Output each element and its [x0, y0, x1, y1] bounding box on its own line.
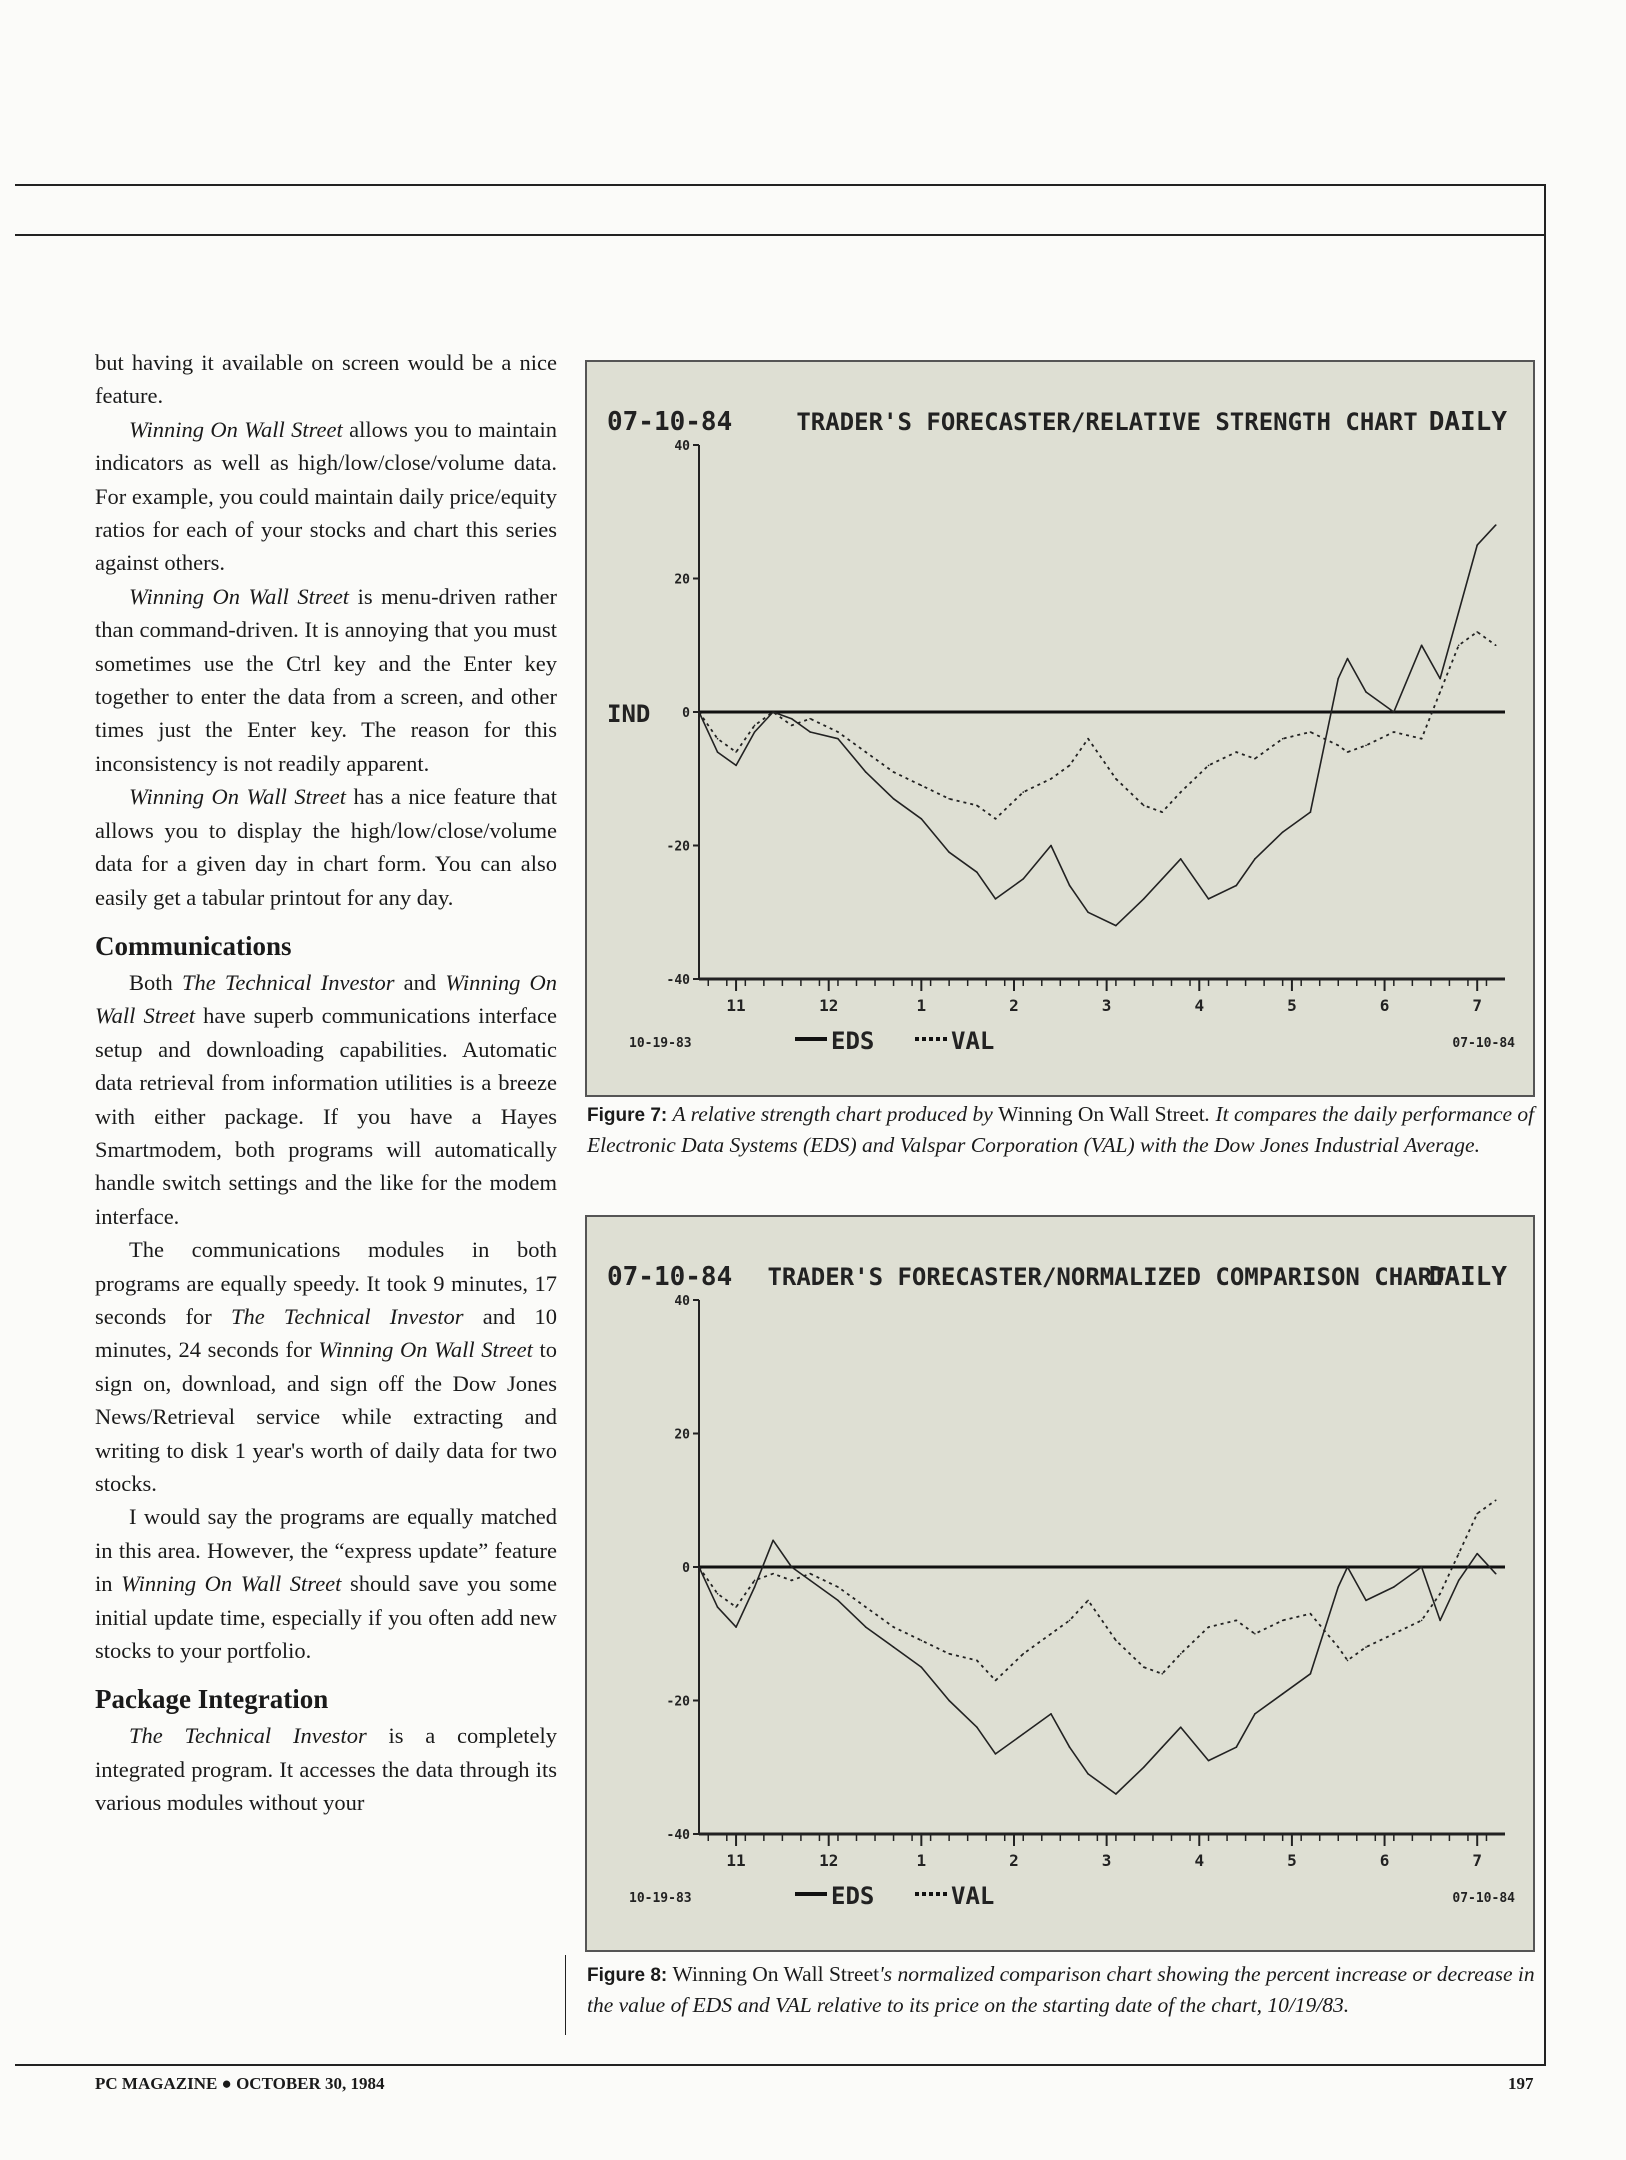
baseline-label: IND — [607, 700, 651, 728]
paragraph — [95, 1719, 557, 1819]
data-point-val — [1180, 791, 1182, 793]
data-point-val — [948, 798, 950, 800]
data-point-eds — [754, 731, 756, 733]
paragraph — [95, 346, 557, 413]
data-point-val — [772, 711, 774, 713]
data-point-eds — [1393, 711, 1395, 713]
y-tick-label: -20 — [666, 1694, 690, 1710]
text-run: Winning On Wall Street — [998, 1102, 1205, 1126]
data-point-eds — [921, 818, 923, 820]
data-point-val — [921, 1640, 923, 1642]
data-point-eds — [1115, 925, 1117, 927]
data-point-eds — [893, 1646, 895, 1648]
y-tick-label: 20 — [674, 1427, 690, 1443]
y-tick-label: -40 — [666, 1828, 690, 1843]
data-point-eds — [1208, 1760, 1210, 1762]
data-point-eds — [1143, 1766, 1145, 1768]
data-point-val — [1439, 1593, 1441, 1595]
data-point-val — [809, 1573, 811, 1575]
chart-date: 07-10-84 — [607, 1262, 733, 1292]
paragraph — [95, 1233, 557, 1500]
x-tick-label: 12 — [819, 996, 839, 1015]
y-tick-label: 40 — [674, 439, 690, 454]
page-number: 197 — [1508, 2074, 1534, 2093]
data-point-val — [809, 718, 811, 720]
data-point-eds — [1365, 1600, 1367, 1602]
data-point-val — [698, 711, 700, 713]
data-point-val — [791, 725, 793, 727]
x-tick-label: 1 — [916, 996, 927, 1015]
legend-label-eds: EDS — [831, 1027, 875, 1055]
data-point-val — [976, 1660, 978, 1662]
data-point-val — [995, 1680, 997, 1682]
paragraph — [95, 580, 557, 780]
data-point-val — [1069, 765, 1071, 767]
data-point-eds — [1161, 878, 1163, 880]
data-point-val — [1115, 1640, 1117, 1642]
end-date-label: 07-10-84 — [1452, 1036, 1515, 1051]
data-point-val — [1208, 1626, 1210, 1628]
data-point-eds — [1050, 1713, 1052, 1715]
data-point-eds — [1337, 678, 1339, 680]
x-tick-label: 12 — [819, 1851, 839, 1870]
chart-period: DAILY — [1428, 1262, 1507, 1292]
text-run: Winning On Wall Street — [129, 416, 343, 442]
data-point-eds — [1069, 1746, 1071, 1748]
data-point-val — [837, 731, 839, 733]
legend-label-val: VAL — [951, 1882, 995, 1910]
data-point-val — [1236, 1620, 1238, 1622]
data-point-eds — [995, 898, 997, 900]
data-point-eds — [976, 1726, 978, 1728]
data-point-val — [865, 1606, 867, 1608]
data-point-val — [1022, 791, 1024, 793]
data-point-val — [1208, 765, 1210, 767]
data-point-eds — [948, 851, 950, 853]
text-run: allows you to maintain indicators as well as high/low/close/volume data. For example, you could maintain daily price/equity ratios for each of your stocks and chart this series against others. — [95, 416, 557, 576]
section-heading: Communications — [95, 930, 292, 961]
text-run: The communications modules in both programs are equally speedy. It took 9 minutes, 17 seconds for — [95, 1237, 557, 1329]
data-point-eds — [1421, 644, 1423, 646]
data-point-eds — [1115, 1793, 1117, 1795]
text-run: has a nice feature that allows you to display the high/low/close/volume data for a given day in chart form. You can also easily get a tabular printout for any day. — [95, 784, 557, 910]
data-point-eds — [1393, 1586, 1395, 1588]
data-point-eds — [1087, 911, 1089, 913]
data-point-eds — [791, 718, 793, 720]
x-tick-label: 7 — [1472, 1851, 1483, 1870]
data-point-eds — [1087, 1773, 1089, 1775]
chart-title: TRADER'S FORECASTER/NORMALIZED COMPARISON CHART — [767, 1263, 1447, 1291]
data-point-eds — [791, 1566, 793, 1568]
series-line-val — [699, 1500, 1496, 1680]
data-point-val — [921, 785, 923, 787]
data-point-val — [1365, 745, 1367, 747]
data-point-eds — [921, 1666, 923, 1668]
text-run: Figure 8: — [587, 1965, 673, 1986]
data-point-val — [717, 738, 719, 740]
data-point-val — [1476, 631, 1478, 633]
text-run: and 10 minutes, 24 seconds for — [95, 1303, 557, 1363]
data-point-eds — [735, 765, 737, 767]
series-line-val — [699, 632, 1496, 819]
text-run: Winning On Wall Street — [95, 969, 557, 1029]
data-point-val — [1337, 745, 1339, 747]
data-point-val — [1282, 738, 1284, 740]
data-point-eds — [809, 731, 811, 733]
data-point-eds — [1180, 1726, 1182, 1728]
x-tick-label: 3 — [1101, 996, 1112, 1015]
normalized-comparison-chart — [585, 1215, 1535, 1952]
data-point-eds — [865, 771, 867, 773]
text-run: is menu-driven rather than command-driven. It is annoying that you must sometimes use the Ctrl key and the Enter key together to enter the data from a screen, and other times just the Enter key. The reason for this inconsistency is not readily apparent. — [95, 583, 557, 776]
data-point-eds — [1495, 524, 1497, 526]
x-tick-label: 3 — [1101, 1851, 1112, 1870]
section-heading: Package Integration — [95, 1684, 329, 1715]
chart-date: 07-10-84 — [607, 407, 733, 437]
data-point-val — [1421, 1620, 1423, 1622]
data-point-val — [717, 1593, 719, 1595]
x-tick-label: 11 — [726, 1851, 746, 1870]
data-point-eds — [1421, 1566, 1423, 1568]
text-run: is a completely integrated program. It accesses the data through its various modules without your — [95, 1723, 557, 1816]
data-point-val — [1310, 1613, 1312, 1615]
data-point-val — [1458, 644, 1460, 646]
data-point-eds — [1347, 658, 1349, 660]
text-run: . It compares the daily performance of Electronic Data Systems (EDS) and Valspar Corporation (VAL) with the Dow Jones Industrial Average. — [587, 1102, 1535, 1157]
data-point-eds — [837, 1600, 839, 1602]
x-tick-label: 2 — [1009, 996, 1019, 1015]
paragraph — [95, 413, 557, 580]
x-tick-label: 6 — [1379, 996, 1390, 1015]
data-point-val — [754, 725, 756, 727]
data-point-eds — [1022, 878, 1024, 880]
footer-rule — [15, 2064, 1546, 2066]
text-run: I would say the programs are equally matched in this area. However, the “express update” feature in — [95, 1504, 557, 1597]
data-point-val — [1439, 691, 1441, 693]
x-tick-label: 4 — [1194, 996, 1205, 1015]
data-point-val — [1347, 751, 1349, 753]
data-point-val — [735, 751, 737, 753]
data-point-eds — [1069, 885, 1071, 887]
text-run: 's normalized comparison chart showing the percent increase or decrease in the value of EDS and VAL relative to its price on the starting date of the chart, 10/19/83. — [587, 1962, 1535, 2017]
data-point-val — [772, 1573, 774, 1575]
text-run: but having it available on screen would be a nice feature. — [95, 350, 557, 409]
header-rule — [15, 234, 1546, 236]
text-run: Winning On Wall Street — [121, 1571, 342, 1597]
data-point-eds — [1254, 858, 1256, 860]
data-point-eds — [1458, 1580, 1460, 1582]
text-run: Winning On Wall Street — [318, 1337, 533, 1363]
start-date-label: 10-19-83 — [629, 1036, 692, 1051]
data-point-eds — [1310, 1673, 1312, 1675]
relative-strength-chart — [585, 360, 1535, 1097]
x-tick-label: 5 — [1287, 1851, 1297, 1870]
data-point-val — [837, 1586, 839, 1588]
y-tick-label: 40 — [674, 1294, 690, 1309]
data-point-val — [1143, 805, 1145, 807]
data-point-val — [995, 818, 997, 820]
x-tick-label: 1 — [916, 1851, 927, 1870]
data-point-val — [1143, 1666, 1145, 1668]
data-point-eds — [1476, 1553, 1478, 1555]
data-point-val — [1393, 1633, 1395, 1635]
x-tick-label: 5 — [1287, 996, 1297, 1015]
data-point-val — [1022, 1653, 1024, 1655]
x-tick-label: 6 — [1379, 1851, 1390, 1870]
paragraph — [95, 1500, 557, 1667]
data-point-eds — [754, 1586, 756, 1588]
data-point-eds — [1439, 1620, 1441, 1622]
data-point-val — [865, 751, 867, 753]
paragraph — [95, 780, 557, 914]
y-tick-label: 0 — [682, 706, 690, 721]
x-tick-label: 7 — [1472, 996, 1483, 1015]
data-point-eds — [717, 1606, 719, 1608]
text-run: Figure 7: — [587, 1105, 673, 1126]
data-point-val — [1310, 731, 1312, 733]
data-point-val — [1495, 1499, 1497, 1501]
data-point-val — [1393, 731, 1395, 733]
data-point-eds — [1495, 1573, 1497, 1575]
y-tick-label: 20 — [674, 572, 690, 588]
chart-period: DAILY — [1428, 407, 1507, 437]
chart-title: TRADER'S FORECASTER/RELATIVE STRENGTH CHART — [796, 408, 1418, 436]
data-point-val — [1161, 1673, 1163, 1675]
data-point-eds — [893, 798, 895, 800]
text-run: should save you some initial update time, especially if you often add new stocks to your portfolio. — [95, 1571, 557, 1664]
data-point-eds — [1236, 1746, 1238, 1748]
data-point-val — [754, 1580, 756, 1582]
data-point-eds — [1143, 898, 1145, 900]
text-run: A relative strength chart produced by — [672, 1102, 999, 1126]
data-point-eds — [1022, 1733, 1024, 1735]
data-point-val — [791, 1580, 793, 1582]
data-point-eds — [865, 1626, 867, 1628]
paragraph — [95, 966, 557, 1233]
data-point-val — [893, 1626, 895, 1628]
data-point-val — [976, 805, 978, 807]
data-point-val — [1347, 1660, 1349, 1662]
data-point-val — [1115, 778, 1117, 780]
legend-label-val: VAL — [951, 1027, 995, 1055]
text-run: Winning On Wall Street — [129, 784, 346, 810]
series-line-eds — [699, 525, 1496, 926]
data-point-eds — [1282, 831, 1284, 833]
data-point-val — [1236, 751, 1238, 753]
data-point-val — [1458, 1553, 1460, 1555]
data-point-val — [1495, 644, 1497, 646]
legend-label-eds: EDS — [831, 1882, 875, 1910]
start-date-label: 10-19-83 — [629, 1891, 692, 1906]
end-date-label: 07-10-84 — [1452, 1891, 1515, 1906]
data-point-eds — [717, 751, 719, 753]
data-point-val — [1050, 1633, 1052, 1635]
text-run: to sign on, download, and sign off the Dow Jones News/Retrieval service while extracting and writing to disk 1 year's worth of daily data for two stocks. — [95, 1337, 557, 1496]
text-run: Both — [129, 969, 182, 995]
data-point-eds — [948, 1700, 950, 1702]
figure-7-caption — [587, 1100, 1537, 1159]
data-point-eds — [1476, 544, 1478, 546]
x-tick-label: 2 — [1009, 1851, 1019, 1870]
text-run: Winning On Wall Street — [129, 583, 350, 609]
data-point-eds — [735, 1626, 737, 1628]
data-point-val — [1337, 1646, 1339, 1648]
data-point-val — [948, 1653, 950, 1655]
column-divider — [565, 1955, 566, 2035]
top-rule — [15, 184, 1546, 186]
y-tick-label: 0 — [682, 1561, 690, 1576]
data-point-val — [1087, 1600, 1089, 1602]
data-point-eds — [1050, 845, 1052, 847]
data-point-val — [1421, 738, 1423, 740]
data-point-val — [1161, 811, 1163, 813]
data-point-val — [1282, 1620, 1284, 1622]
data-point-eds — [1236, 885, 1238, 887]
data-point-val — [1069, 1620, 1071, 1622]
data-point-eds — [809, 1580, 811, 1582]
data-point-eds — [976, 871, 978, 873]
data-point-val — [1254, 758, 1256, 760]
data-point-eds — [1208, 898, 1210, 900]
data-point-eds — [1254, 1713, 1256, 1715]
data-point-eds — [1337, 1586, 1339, 1588]
x-tick-label: 11 — [726, 996, 746, 1015]
data-point-val — [893, 771, 895, 773]
chart-svg — [587, 1217, 1533, 1950]
data-point-eds — [1458, 611, 1460, 613]
data-point-eds — [1161, 1746, 1163, 1748]
data-point-eds — [1439, 678, 1441, 680]
data-point-eds — [1347, 1566, 1349, 1568]
text-run: and — [394, 969, 446, 995]
data-point-eds — [1365, 691, 1367, 693]
data-point-eds — [1310, 811, 1312, 813]
data-point-val — [1180, 1653, 1182, 1655]
data-point-eds — [1282, 1693, 1284, 1695]
data-point-val — [1476, 1513, 1478, 1515]
data-point-eds — [772, 1540, 774, 1542]
footer-publication: PC MAGAZINE ● OCTOBER 30, 1984 — [95, 2074, 385, 2093]
data-point-eds — [837, 738, 839, 740]
data-point-val — [1254, 1633, 1256, 1635]
data-point-val — [735, 1606, 737, 1608]
data-point-val — [1050, 778, 1052, 780]
text-run: Winning On Wall Street — [672, 1962, 880, 1986]
data-point-val — [698, 1566, 700, 1568]
figure-8-caption — [587, 1960, 1537, 2019]
text-run: The Technical Investor — [129, 1723, 367, 1749]
data-point-eds — [1180, 858, 1182, 860]
data-point-val — [1087, 738, 1089, 740]
y-tick-label: -20 — [666, 839, 690, 855]
text-run: have superb communications interface setup and downloading capabilities. Automatic data retrieval from information utilities is a breeze with either package. If you have a Hayes Smartmodem, both programs will automatically handle switch settings and the like for the modem interface. — [95, 1003, 557, 1229]
data-point-val — [1365, 1646, 1367, 1648]
y-tick-label: -40 — [666, 973, 690, 988]
right-margin-rule — [1544, 184, 1546, 2066]
x-tick-label: 4 — [1194, 1851, 1205, 1870]
chart-svg — [587, 362, 1533, 1095]
text-run: The Technical Investor — [181, 969, 395, 995]
article-column — [95, 346, 557, 1820]
data-point-eds — [995, 1753, 997, 1755]
text-run: The Technical Investor — [230, 1303, 464, 1329]
